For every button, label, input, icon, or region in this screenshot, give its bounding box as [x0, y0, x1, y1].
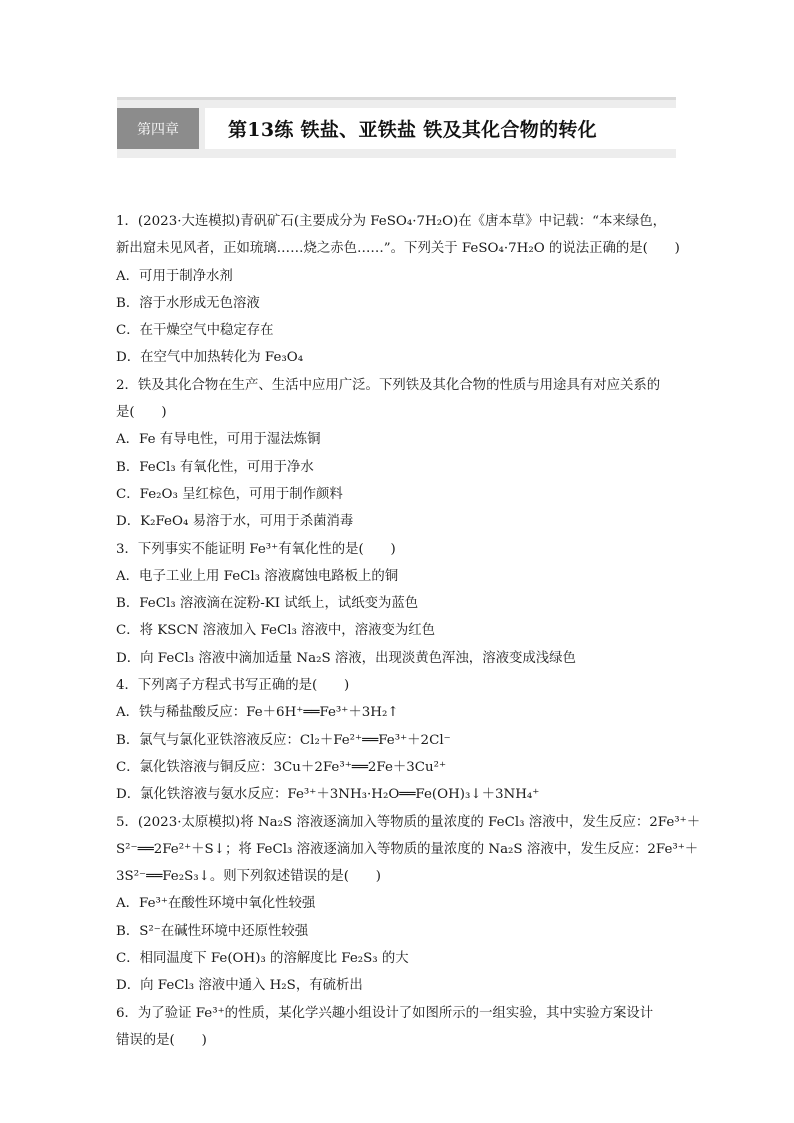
option-line: C．相同温度下 Fe(OH)₃ 的溶解度比 Fe₂S₃ 的大 [116, 951, 409, 967]
option-line: C．在干燥空气中稳定存在 [116, 323, 274, 339]
text-line: 1．(2023·大连模拟)青矾矿石(主要成分为 FeSO₄·7H₂O)在《唐本草》中记载：“本来绿色， [116, 214, 666, 229]
option-line: D．向 FeCl₃ 溶液中滴加适量 Na₂S 溶液，出现淡黄色浑浊，溶液变成浅绿色 [116, 650, 576, 666]
option-line: D．向 FeCl₃ 溶液中通入 H₂S，有硫析出 [116, 978, 363, 994]
text-line: 3．下列事实不能证明 Fe³⁺有氧化性的是( ) [116, 541, 396, 557]
option-line: B．FeCl₃ 溶液滴在淀粉-KI 试纸上，试纸变为蓝色 [116, 596, 419, 612]
option-line: B．FeCl₃ 有氧化性，可用于净水 [116, 459, 314, 475]
question-content [116, 208, 701, 1054]
option-line: B．S²⁻在碱性环境中还原性较强 [116, 923, 309, 939]
text-line: S²⁻══2Fe²⁺＋S↓；将 FeCl₃ 溶液逐滴加入等物质的量浓度的 Na₂S 溶液中，发生反应：2Fe³⁺＋ [116, 841, 699, 857]
option-line: A．铁与稀盐酸反应：Fe＋6H⁺══Fe³⁺＋3H₂↑ [116, 705, 399, 721]
option-line: B．溶于水形成无色溶液 [116, 295, 260, 311]
text-line: 4．下列离子方程式书写正确的是( ) [116, 678, 350, 694]
text-line: 是( ) [116, 405, 167, 421]
option-line: B．氯气与氯化亚铁溶液反应：Cl₂＋Fe²⁺══Fe³⁺＋2Cl⁻ [116, 732, 451, 748]
page-title: 第13练 铁盐、亚铁盐 铁及其化合物的转化 [228, 119, 597, 141]
chapter-tag [117, 108, 199, 149]
text-line: 5．(2023·太原模拟)将 Na₂S 溶液逐滴加入等物质的量浓度的 FeCl₃ 溶液中，发生反应：2Fe³⁺＋ [116, 814, 701, 830]
text-line: 新出窟未见风者，正如琉璃……烧之赤色……”。下列关于 FeSO₄·7H₂O 的说法正确的是( ) [116, 241, 680, 257]
text-line: 6．为了验证 Fe³⁺的性质，某化学兴趣小组设计了如图所示的一组实验，其中实验方案设计 [116, 1005, 654, 1021]
option-line: A．Fe 有导电性，可用于湿法炼铜 [116, 432, 321, 448]
title-box [205, 108, 676, 149]
option-line: D．氯化铁溶液与氨水反应：Fe³⁺＋3NH₃·H₂O══Fe(OH)₃↓＋3NH₄⁺ [116, 787, 540, 803]
text-line: 错误的是( ) [116, 1032, 207, 1048]
option-line: C．将 KSCN 溶液加入 FeCl₃ 溶液中，溶液变为红色 [116, 623, 436, 639]
chapter-label: 第四章 [137, 121, 179, 138]
option-line: D．K₂FeO₄ 易溶于水，可用于杀菌消毒 [116, 514, 354, 530]
option-line: D．在空气中加热转化为 Fe₃O₄ [116, 350, 304, 366]
text-line: 3S²⁻══Fe₂S₃↓。则下列叙述错误的是( ) [116, 869, 381, 885]
option-line: A．可用于制净水剂 [116, 268, 233, 284]
option-line: A．电子工业上用 FeCl₃ 溶液腐蚀电路板上的铜 [116, 568, 399, 584]
text-line: 2．铁及其化合物在生产、生活中应用广泛。下列铁及其化合物的性质与用途具有对应关系的 [116, 377, 661, 393]
option-line: C．Fe₂O₃ 呈红棕色，可用于制作颜料 [116, 486, 343, 502]
option-line: A．Fe³⁺在酸性环境中氧化性较强 [116, 896, 316, 912]
option-line: C．氯化铁溶液与铜反应：3Cu＋2Fe³⁺══2Fe＋3Cu²⁺ [116, 759, 447, 775]
